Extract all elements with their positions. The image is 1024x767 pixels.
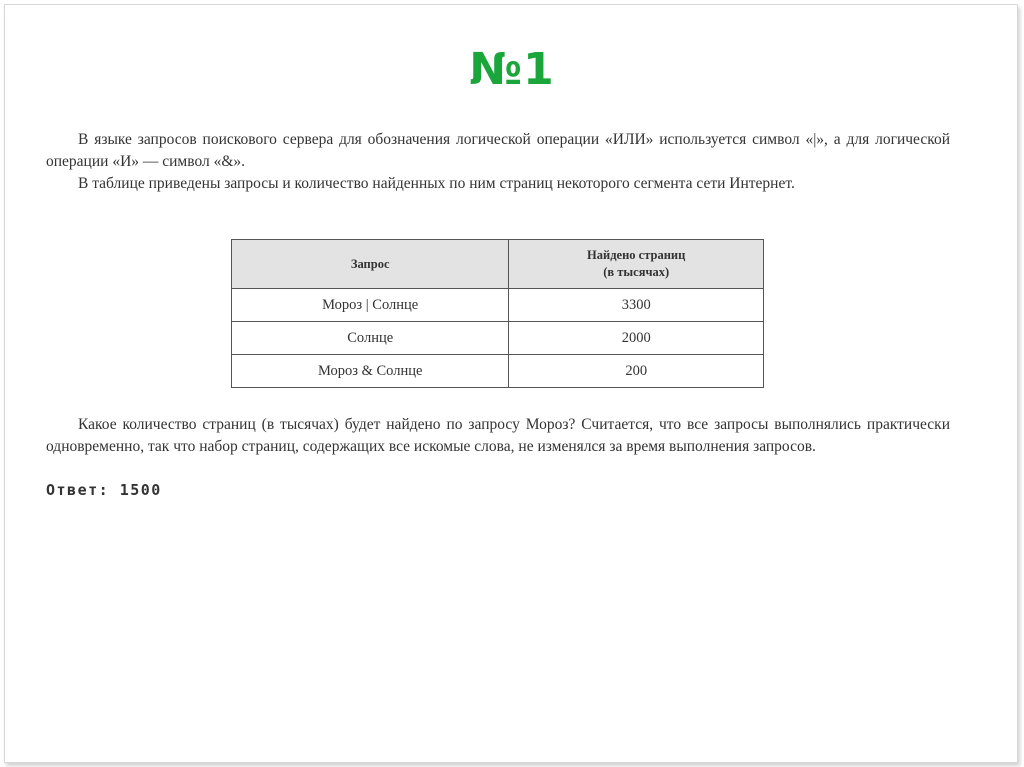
table-row <box>232 355 764 388</box>
row-count: 3300 <box>509 289 764 322</box>
row-count: 2000 <box>509 322 764 355</box>
table-header-row <box>232 240 764 289</box>
header-query: Запрос <box>232 240 509 289</box>
row-count: 200 <box>509 355 764 388</box>
row-query: Мороз & Солнце <box>232 355 509 388</box>
slide-title: №1 <box>469 44 555 95</box>
table-row <box>232 289 764 322</box>
row-query: Мороз | Солнце <box>232 289 509 322</box>
header-count-line-1: Найдено страниц <box>587 248 686 262</box>
query-results-table <box>231 239 764 388</box>
question-paragraph: Какое количество страниц (в тысячах) будет найдено по запросу Мороз? Считается, что все запросы выполнялись практически одновременно, так что набор страниц, содержащих все искомые слова, не изменялся за время выполнения запросов. <box>46 416 950 455</box>
problem-paragraph-2: В таблице приведены запросы и количество найденных по ним страниц некоторого сегмента сети Интернет. <box>78 175 795 192</box>
row-query: Солнце <box>232 322 509 355</box>
header-count-line-2: (в тысячах) <box>603 265 670 279</box>
header-count <box>509 240 764 289</box>
problem-paragraph-1: В языке запросов поискового сервера для обозначения логической операции «ИЛИ» используется символ «|», а для логической операции «И» — символ «&». <box>46 131 950 170</box>
table-row <box>232 322 764 355</box>
answer-text: Ответ: 1500 <box>46 481 162 499</box>
